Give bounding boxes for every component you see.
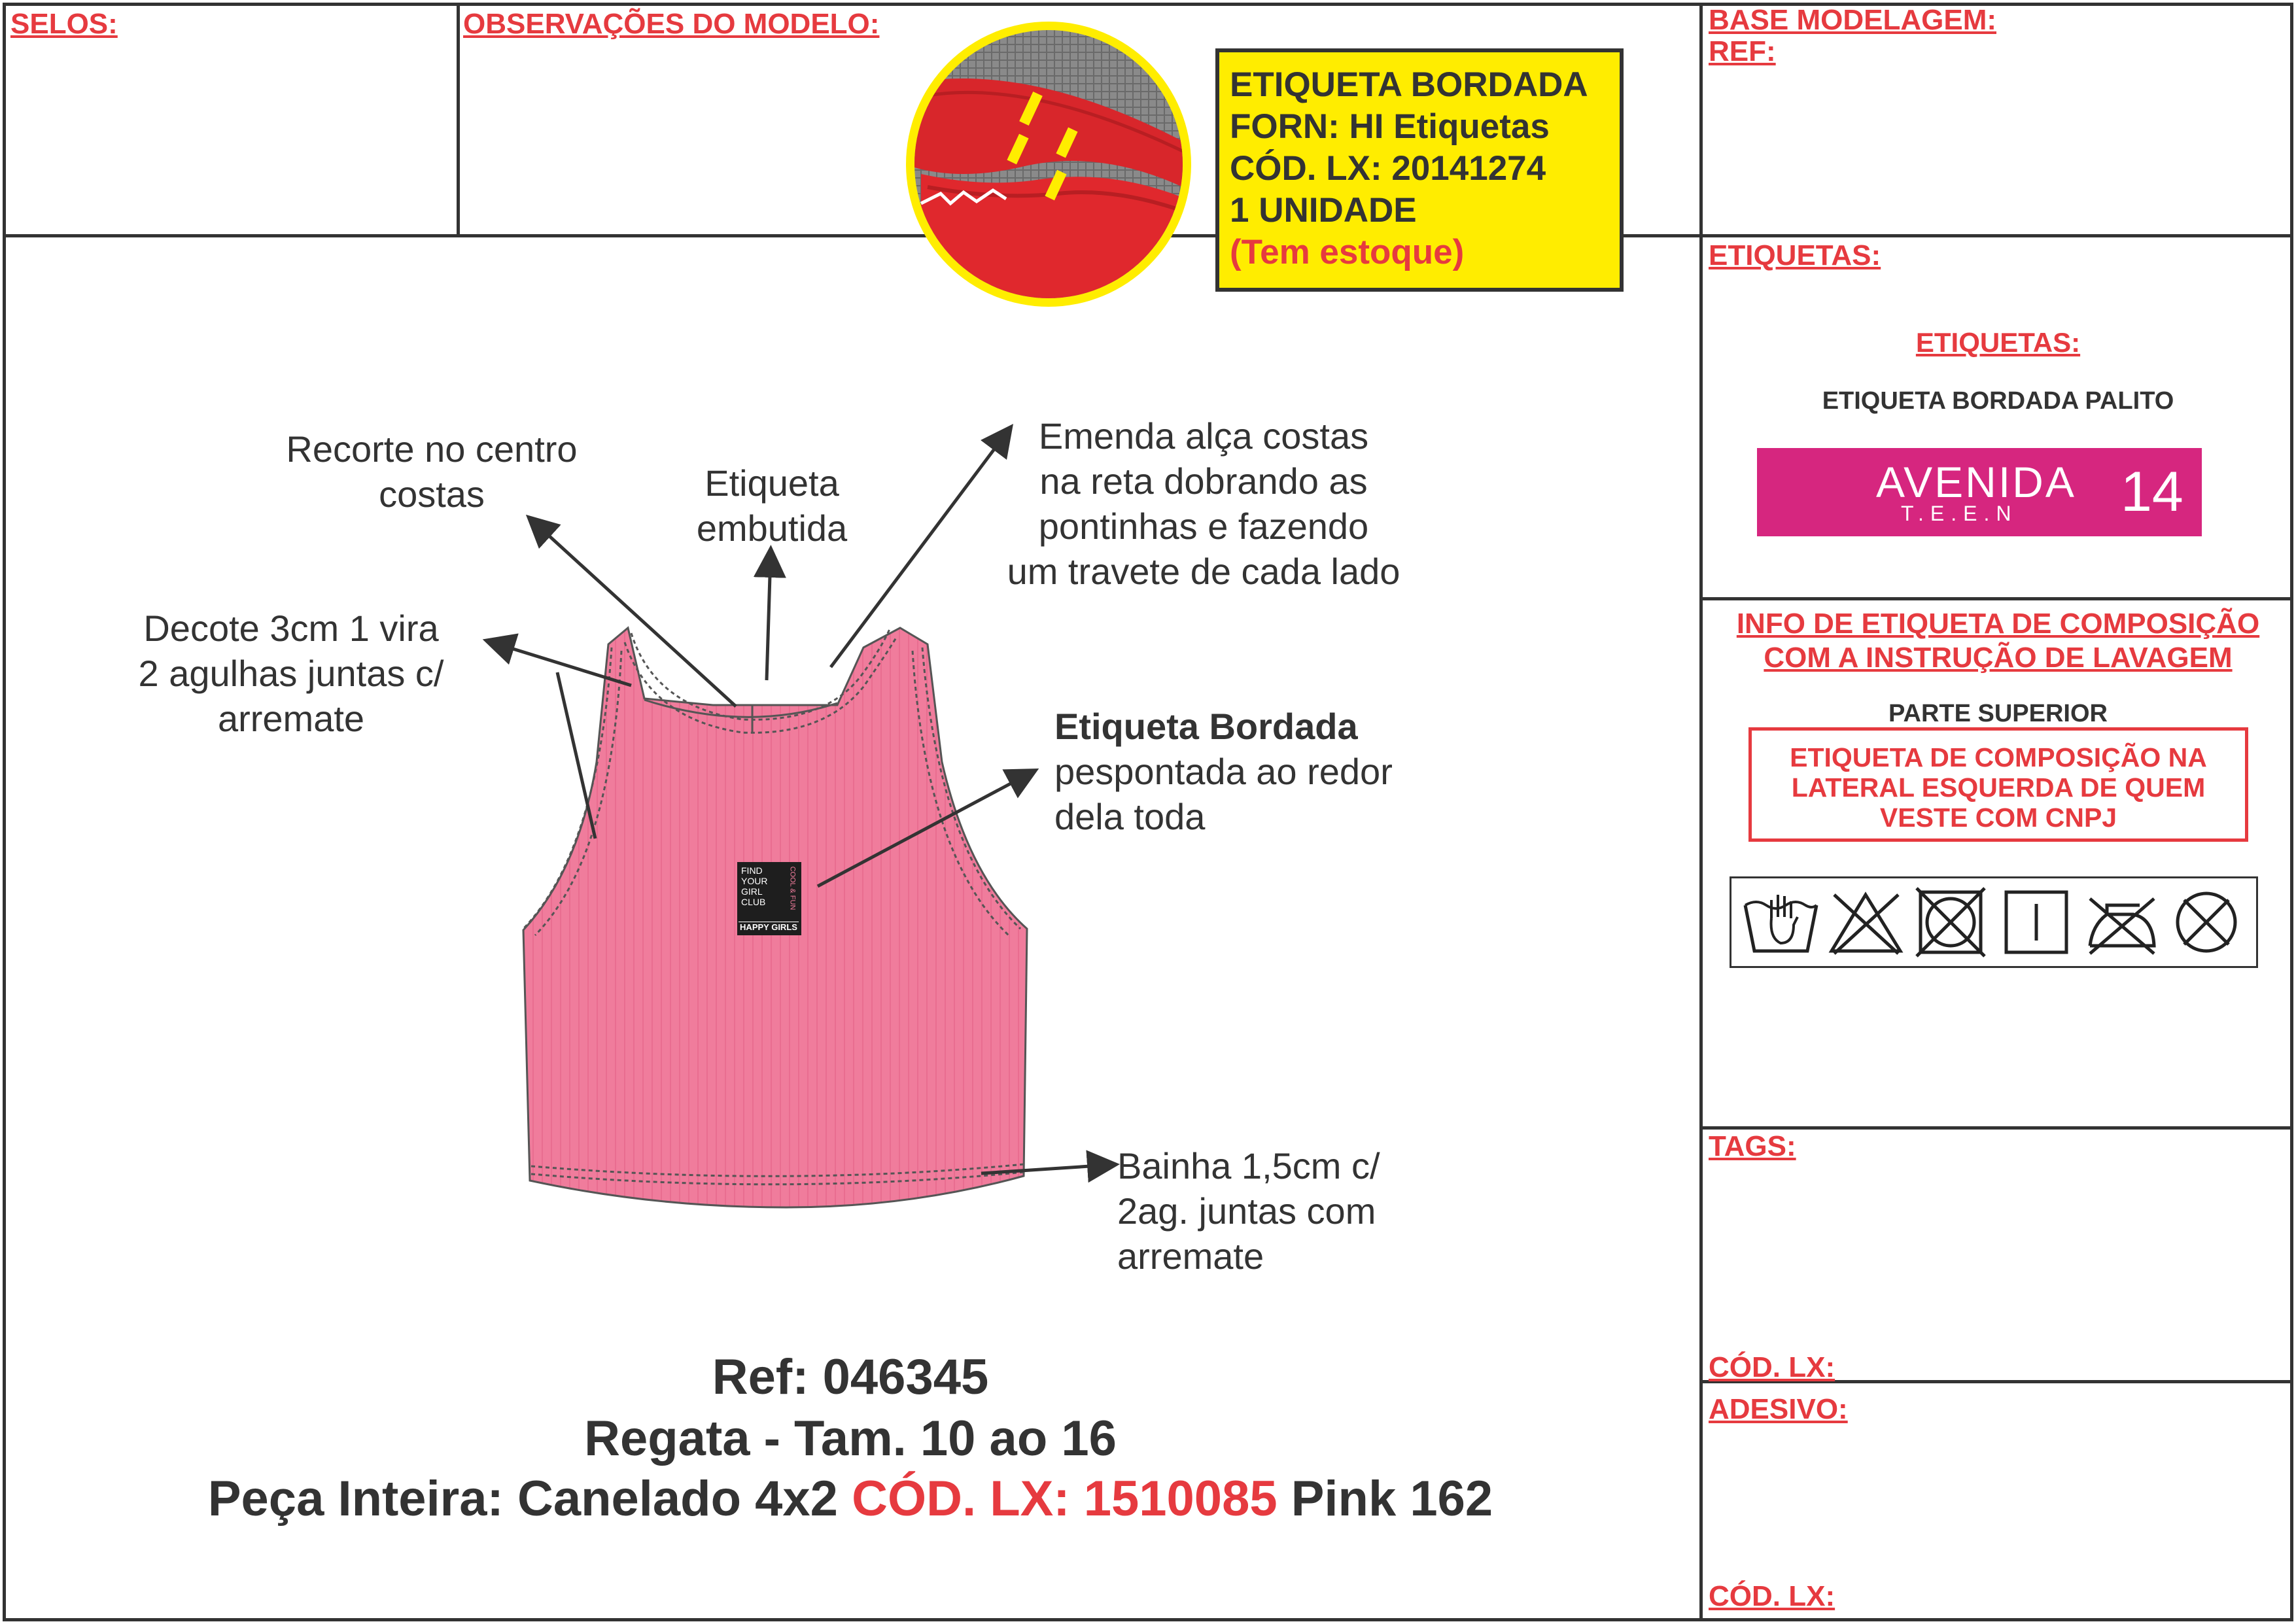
brand-label-sample [1757,448,2202,536]
material-prefix: Peça Inteira: Canelado 4x2 [207,1471,838,1527]
composition-placement-note: ETIQUETA DE COMPOSIÇÃO NA LATERAL ESQUERDA DE QUEM VESTE COM CNPJ [1748,727,2248,842]
callout-etiqueta-embutida: Etiqueta embutida [696,462,848,549]
sticker-line-2: FORN: HI Etiquetas [1230,107,1550,146]
etiquetas-header: ETIQUETAS: [1709,239,1881,271]
callout-bordada-bold: Etiqueta Bordada [1054,706,1358,747]
tags-label: TAGS: [1709,1130,1796,1162]
brand-subname: T.E.E.N [1901,502,2018,525]
etiquetas-subheader: ETIQUETAS: [1915,327,2081,358]
base-modelagem-label: BASE MODELAGEM: [1709,4,1996,36]
sticker-line-5: (Tem estoque) [1230,233,1465,271]
adesivo-cod-label: CÓD. LX: [1709,1580,1835,1612]
patch-bottom-text: HAPPY GIRLS [739,922,799,933]
care-symbols-strip [1730,876,2258,968]
callout-emenda: Emenda alça costas na reta dobrando as pontinhas e fazendo um travete de cada lado [1007,415,1400,592]
callout-recorte: Recorte no centro costas [286,428,578,515]
sticker-line-3: CÓD. LX: 20141274 [1230,149,1546,188]
garment-patch: FIND YOUR GIRL CLUB COOL & FUN HAPPY GIRLS [737,862,801,935]
product-material [0,1470,1701,1527]
etiqueta-palito-label: ETIQUETA BORDADA PALITO [1822,387,2174,415]
patch-side-text: COOL & FUN [788,866,797,910]
sticker-line-4: 1 UNIDADE [1230,191,1417,230]
do-not-bleach-icon [1825,886,1907,959]
divider-right-2 [1701,597,2293,600]
product-ref: Ref: 046345 [712,1349,989,1405]
divider-right-1 [1701,234,2293,237]
do-not-tumble-dry-icon [1910,886,1992,959]
callout-bainha: Bainha 1,5cm c/ 2ag. juntas com arremate [1117,1145,1380,1277]
material-color: Pink 162 [1291,1471,1493,1527]
do-not-dry-clean-icon [2166,886,2248,959]
ref-label: REF: [1709,35,1776,67]
brand-name: AVENIDA [1876,458,2076,506]
parte-superior-label: PARTE SUPERIOR [1888,700,2108,727]
adesivo-label: ADESIVO: [1709,1393,1848,1425]
sticker-line-1: ETIQUETA BORDADA [1230,65,1588,104]
composition-info-header: INFO DE ETIQUETA DE COMPOSIÇÃO COM A INSTRUÇÃO DE LAVAGEM [1736,608,2260,674]
selos-label: SELOS: [10,8,118,40]
observacoes-label: OBSERVAÇÕES DO MODELO: [463,8,880,40]
callout-decote: Decote 3cm 1 vira 2 agulhas juntas c/ arremate [138,608,444,739]
hand-wash-icon [1740,886,1822,959]
tags-cod-label: CÓD. LX: [1709,1351,1835,1383]
divider-right-3 [1701,1126,2293,1130]
do-not-iron-icon [2081,886,2163,959]
product-description: Regata - Tam. 10 ao 16 [584,1411,1117,1466]
material-code: CÓD. LX: 1510085 [852,1471,1278,1527]
brand-size: 14 [2121,460,2183,523]
line-dry-icon [1996,886,2078,959]
callout-etiqueta-bordada: Etiqueta Bordada pespontada ao redor dela toda [1054,706,1393,837]
